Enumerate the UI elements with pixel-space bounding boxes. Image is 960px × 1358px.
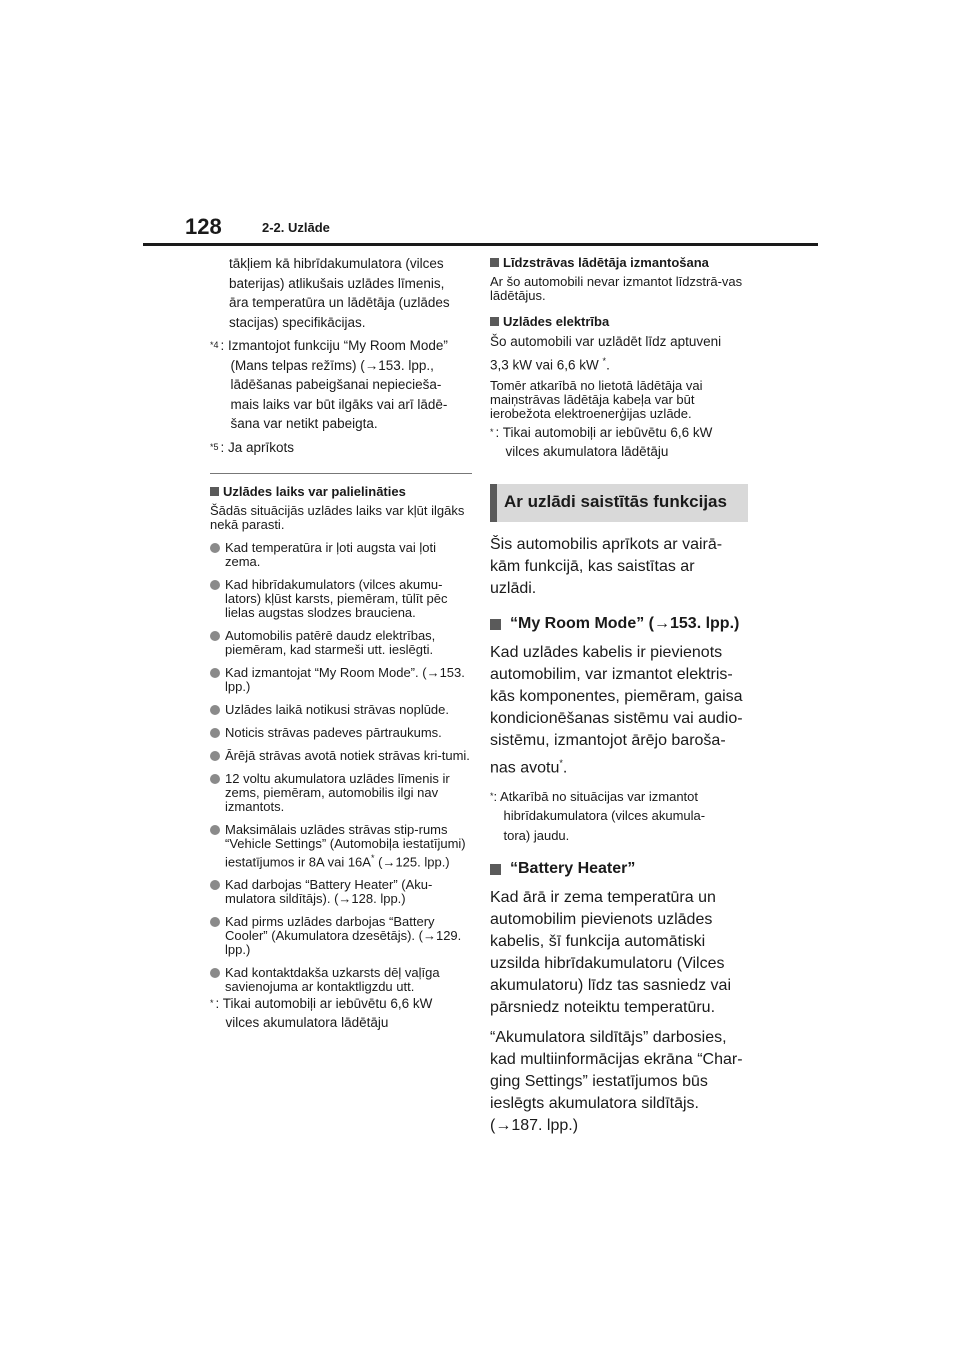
text-line: Šis automobilis aprīkots ar vairā- <box>490 535 723 553</box>
list-item: Maksimālais uzlādes strāvas stip-rums “Vehicle Settings” (Automobiļa iestatījumi) iestatījumos ir 8A vai 16A* (→125. lpp.) <box>210 823 472 869</box>
list-item: Kad temperatūra ir ļoti augsta vai ļoti zema. <box>210 541 472 569</box>
bullet-icon <box>210 705 220 715</box>
bullet-icon <box>210 668 220 678</box>
text-line: : Ja aprīkots <box>220 439 295 455</box>
list-item: 12 voltu akumulatora uzlādes līmenis ir zems, piemēram, automobilis ilgi nav izmantots. <box>210 772 472 814</box>
paragraph: Šādās situācijās uzlādes laiks var kļūt ilgāks nekā parasti. <box>210 502 465 532</box>
section-intro <box>490 534 755 600</box>
text-line: Kad ārā ir zema temperatūra un <box>490 889 716 907</box>
footnote-mark: *5 <box>210 441 219 452</box>
footnote-mark: * <box>210 997 214 1008</box>
page-number: 128 <box>185 214 222 239</box>
text-line: pārsniedz noteiktu temperatūru. <box>490 999 716 1017</box>
text-line: tora) jaudu. <box>503 827 570 843</box>
text-line: automobilim, var izmantot elektris- <box>490 665 733 683</box>
bullet-icon <box>210 631 220 641</box>
footnote-4 <box>210 336 472 434</box>
text-line: šana var netikt pabeigta. <box>230 416 378 431</box>
right-column <box>490 254 755 1137</box>
footnote-mark: * <box>490 426 494 437</box>
bullet-icon <box>210 968 220 978</box>
square-icon <box>210 487 219 496</box>
bullet-icon <box>210 880 220 890</box>
square-icon <box>490 619 501 630</box>
list-item: Kad kontaktdakša uzkarsts dēļ vaļīga savienojuma ar kontaktligzdu utt. <box>210 966 472 994</box>
text-line: : Izmantojot funkciju “My Room Mode” <box>220 338 448 353</box>
list-item: Kad hibrīdakumulators (vilces akumu-lators) kļūst karsts, piemēram, tūlīt pēc lielas augstas slodzes brauciena. <box>210 578 472 620</box>
square-icon <box>490 258 499 267</box>
footnote-mark: * <box>490 790 494 801</box>
list-item: Kad izmantojat “My Room Mode”. (→153. lpp.) <box>210 666 472 694</box>
text-line: : Tikai automobiļi ar iebūvētu 6,6 kW <box>215 995 433 1011</box>
text-line: 3,3 kW vai 6,6 kW *. <box>490 355 610 372</box>
text-line: : Atkarībā no situācijas var izmantot <box>493 788 698 804</box>
list-item: Ārējā strāvas avotā notiek strāvas kri-tumi. <box>210 749 472 763</box>
text-line: (Mans telpas režīms) (→153. lpp., <box>230 357 434 373</box>
footnote <box>490 423 755 462</box>
footnote-5 <box>210 438 472 461</box>
list-item: Automobilis patērē daudz elektrības, piemēram, kad starmeši utt. ieslēgti. <box>210 629 472 657</box>
text-line: akumulatoru) līdz tas sasniedz vai <box>490 977 731 995</box>
text-line: vilces akumulatora lādētāju <box>225 1015 389 1031</box>
list-item: Uzlādes laikā notikusi strāvas noplūde. <box>210 703 472 717</box>
bullet-icon <box>210 774 220 784</box>
text-line: (→187. lpp.) <box>490 1117 579 1135</box>
square-icon <box>490 317 499 326</box>
text-line: uzlādi. <box>490 579 537 597</box>
left-column <box>210 254 472 1033</box>
text-line: hibrīdakumulatora (vilces akumula- <box>503 808 706 824</box>
text-line: lādēšanas pabeigšanai nepiecieša- <box>230 377 442 392</box>
text-line: stacijas) specifikācijas. <box>229 314 366 330</box>
text-line: ieslēgts akumulatora sildītājs. <box>490 1095 699 1113</box>
bullet-icon <box>210 543 220 553</box>
list-item: Noticis strāvas padeves pārtraukums. <box>210 726 472 740</box>
list-item: Kad pirms uzlādes darbojas “Battery Cooler” (Akumulatora dzesētājs). (→129. lpp.) <box>210 915 472 957</box>
text-line: Kad uzlādes kabelis ir pievienots <box>490 643 723 661</box>
section-title: 2-2. Uzlāde <box>262 220 330 235</box>
bullet-icon <box>210 751 220 761</box>
subheading: “Battery Heater” <box>490 859 755 879</box>
text-line: kās komponentes, piemēram, gaisa <box>490 687 743 705</box>
text-line: Šo automobili var uzlādēt līdz aptuveni <box>490 334 722 349</box>
subheading: Līdzstrāvas lādētāja izmantošana <box>490 254 755 271</box>
text-line: kabelis, šī funkcija automātiski <box>490 933 706 951</box>
section-heading: Ar uzlādi saistītās funkcijas <box>490 484 748 522</box>
text-line: automobilim pievienots uzlādes <box>490 911 713 929</box>
text-line: ging Settings” iestatījumos būs <box>490 1073 708 1091</box>
text-line: sistēmu, izmantojot ārējo baroša- <box>490 731 726 749</box>
bullet-icon <box>210 825 220 835</box>
continued-text <box>210 254 472 332</box>
text-line: baterijas) atlikušais uzlādes līmenis, <box>229 275 445 291</box>
paragraph: Ar šo automobili nevar izmantot līdzstrā-vas lādētājus. <box>490 274 743 303</box>
bullet-icon <box>210 580 220 590</box>
square-icon <box>490 864 501 875</box>
subheading: “My Room Mode” (→153. lpp.) <box>490 614 755 634</box>
paragraph <box>490 1027 755 1137</box>
text-line: kām funkcijā, kas saistītas ar <box>490 557 695 575</box>
footnote-mark: *4 <box>210 340 219 350</box>
text-line: : Tikai automobiļi ar iebūvētu 6,6 kW <box>495 424 713 440</box>
text-line: “Akumulatora sildītājs” darbosies, <box>490 1029 727 1047</box>
subheading: Uzlādes elektrība <box>490 313 755 330</box>
header-rule <box>143 243 818 246</box>
list-item: Kad darbojas “Battery Heater” (Aku-mulatora sildītājs). (→128. lpp.) <box>210 878 472 906</box>
text-line: kondicionēšanas sistēmu vai audio- <box>490 709 743 727</box>
text-line: āra temperatūra un lādētāja (uzlādes <box>229 295 450 310</box>
text-line: nas avotu*. <box>490 757 568 776</box>
footnote <box>210 994 472 1033</box>
footnote <box>490 787 755 846</box>
text-line: uzsilda hibrīdakumulatoru (Vilces <box>490 955 725 973</box>
text-line: tākļiem kā hibrīdakumulatora (vilces <box>229 256 444 271</box>
text-line: kad multiinformācijas ekrāna “Char- <box>490 1051 743 1069</box>
paragraph: Tomēr atkarībā no lietotā lādētāja vai maiņstrāvas lādētāja kabeļa var būt ierobežota elektroenerģijas uzlāde. <box>490 377 703 421</box>
bullet-icon <box>210 728 220 738</box>
divider <box>210 473 472 474</box>
text-line: vilces akumulatora lādētāju <box>505 444 669 459</box>
text-line: mais laiks var būt ilgāks vai arī lādē- <box>230 396 448 412</box>
bullet-icon <box>210 917 220 927</box>
subheading: Uzlādes laiks var palielināties <box>210 483 472 500</box>
